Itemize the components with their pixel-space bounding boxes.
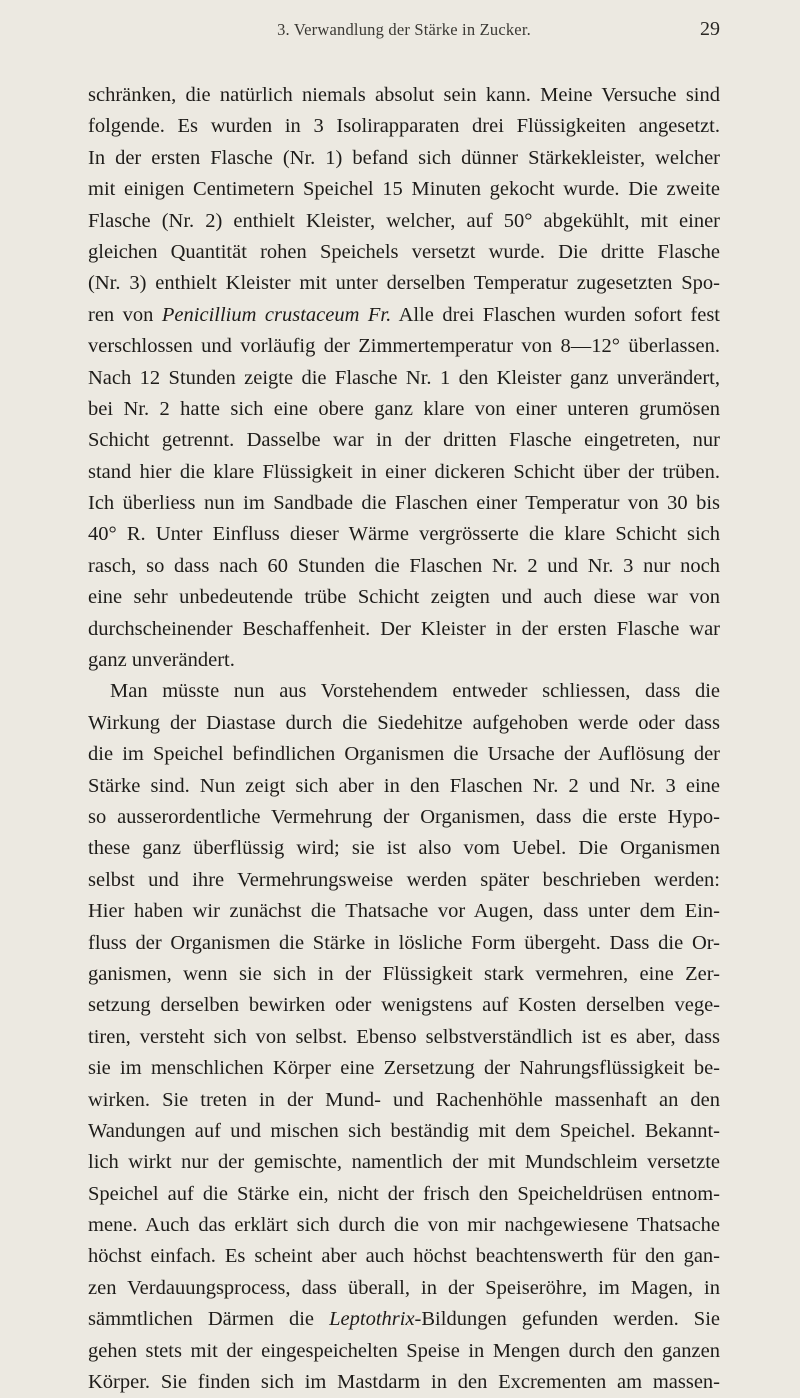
text-line: wirken. Sie treten in der Mund- und Rachenhöhle massenhaft an den [88, 1088, 720, 1111]
text-line: these ganz überflüssig wird; sie ist also vom Uebel. Die Organismen [88, 837, 720, 860]
text-line: mene. Auch das erklärt sich durch die von mir nachgewiesene Thatsache [88, 1214, 720, 1237]
italic-species-name: Penicillium crustaceum Fr. [161, 303, 392, 326]
text-line: Flasche (Nr. 2) enthielt Kleister, welcher, auf 50° abgekühlt, mit einer [88, 209, 720, 232]
text-fragment: -Bildungen gefunden werden. Sie [414, 1308, 720, 1331]
text-line: (Nr. 3) enthielt Kleister mit unter derselben Temperatur zugesetzten Spo- [88, 272, 720, 295]
text-line: bei Nr. 2 hatte sich eine obere ganz klare von einer unteren grumösen [88, 397, 720, 420]
text-line: eine sehr unbedeutende trübe Schicht zeigten und auch diese war von [88, 586, 720, 609]
text-line: rasch, so dass nach 60 Stunden die Flaschen Nr. 2 und Nr. 3 nur noch [88, 554, 720, 577]
text-line: tiren, versteht sich von selbst. Ebenso selbstverständlich ist es aber, dass [88, 1025, 720, 1048]
text-line: Wandungen auf und mischen sich beständig mit dem Speichel. Bekannt- [88, 1119, 720, 1142]
italic-genus-name: Leptothrix [329, 1308, 415, 1331]
running-title: 3. Verwandlung der Stärke in Zucker. [277, 20, 531, 39]
text-line: Nach 12 Stunden zeigte die Flasche Nr. 1 den Kleister ganz unverändert, [88, 366, 720, 389]
text-line: so ausserordentliche Vermehrung der Organismen, dass die erste Hypo- [88, 805, 720, 828]
text-line: fluss der Organismen die Stärke in lösliche Form übergeht. Dass die Or- [88, 931, 720, 954]
text-line: mit einigen Centimetern Speichel 15 Minuten gekocht wurde. Die zweite [88, 178, 720, 201]
text-line: selbst und ihre Vermehrungsweise werden später beschrieben werden: [88, 868, 720, 891]
text-line: Speichel auf die Stärke ein, nicht der frisch den Speicheldrüsen entnom- [88, 1182, 720, 1205]
text-line: Hier haben wir zunächst die Thatsache vor Augen, dass unter dem Ein- [88, 900, 720, 923]
text-line: höchst einfach. Es scheint aber auch höchst beachtenswerth für den gan- [88, 1245, 720, 1268]
text-fragment: Alle drei Flaschen wurden sofort fest [391, 303, 720, 326]
text-line: zen Verdauungsprocess, dass überall, in der Speiseröhre, im Magen, in [88, 1276, 720, 1299]
text-line: setzung derselben bewirken oder wenigstens auf Kosten derselben vege- [88, 994, 720, 1017]
text-line [88, 1304, 720, 1335]
text-line: schränken, die natürlich niemals absolut sein kann. Meine Versuche sind [88, 84, 720, 106]
page-number: 29 [700, 18, 720, 40]
text-line: lich wirkt nur der gemischte, namentlich der mit Mundschleim versetzte [88, 1151, 720, 1174]
text-line: 40° R. Unter Einfluss dieser Wärme vergrösserte die klare Schicht sich [88, 523, 720, 546]
text-line: ganz unverändert. [88, 649, 235, 672]
text-line: sie im menschlichen Körper eine Zersetzung der Nahrungsflüssigkeit be- [88, 1057, 720, 1080]
text-line: folgende. Es wurden in 3 Isolirapparaten drei Flüssigkeiten angesetzt. [88, 115, 720, 138]
text-line: verschlossen und vorläufig der Zimmertemperatur von 8—12° überlassen. [88, 335, 720, 358]
text-line: Körper. Sie finden sich im Mastdarm in den Excrementen am massen- [88, 1371, 720, 1394]
text-line: Wirkung der Diastase durch die Siedehitze aufgehoben werde oder dass [88, 711, 720, 734]
text-line: durchscheinender Beschaffenheit. Der Kleister in der ersten Flasche war [88, 617, 720, 640]
text-line: gleichen Quantität rohen Speichels versetzt wurde. Die dritte Flasche [88, 240, 720, 263]
text-line: gehen stets mit der eingespeichelten Speise in Mengen durch den ganzen [88, 1339, 720, 1362]
text-fragment: ren von [88, 303, 162, 326]
text-line [88, 300, 720, 331]
text-line: stand hier die klare Flüssigkeit in einer dickeren Schicht über der trüben. [88, 460, 720, 483]
text-line: Schicht getrennt. Dasselbe war in der dritten Flasche eingetreten, nur [88, 429, 720, 452]
text-line: Ich überliess nun im Sandbade die Flaschen einer Temperatur von 30 bis [88, 492, 720, 515]
text-line: In der ersten Flasche (Nr. 1) befand sich dünner Stärkekleister, welcher [88, 146, 720, 169]
text-fragment: sämmtlichen Därmen die [88, 1308, 330, 1331]
running-head [88, 20, 720, 44]
body-text [88, 80, 720, 1398]
text-line: Stärke sind. Nun zeigt sich aber in den Flaschen Nr. 2 und Nr. 3 eine [88, 774, 720, 797]
text-line: ganismen, wenn sie sich in der Flüssigkeit stark vermehren, eine Zer- [88, 962, 720, 985]
text-line: Man müsste nun aus Vorstehendem entweder schliessen, dass die [110, 680, 720, 703]
text-line: die im Speichel befindlichen Organismen die Ursache der Auflösung der [88, 743, 720, 766]
